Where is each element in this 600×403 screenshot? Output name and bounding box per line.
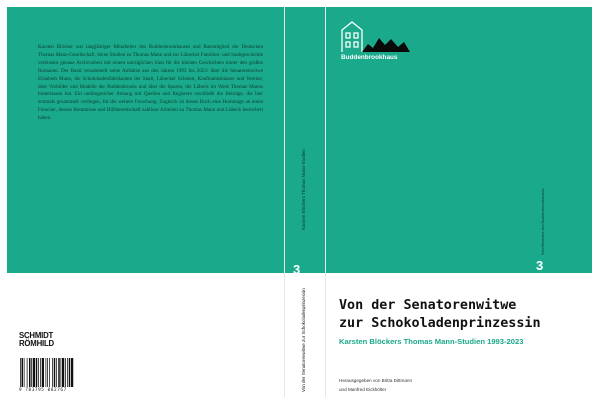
book-subtitle: Karsten Blöckers Thomas Mann-Studien 1993-2023 bbox=[339, 337, 524, 346]
book-title: Von der Senatorenwitwe zur Schokoladenprinzessin bbox=[339, 298, 541, 331]
editors-credit: Herausgegeben von Britta Dittmann und Manfred Eickhölter bbox=[339, 378, 413, 392]
spine-series-text: Karsten Blöckers Thomas Mann-Studien bbox=[301, 149, 306, 230]
fold-line-left bbox=[284, 7, 285, 397]
logo-wordmark: Buddenbrookhaus bbox=[341, 54, 398, 61]
spine-title-text: Von der Senatorenwitwe zur Schokoladenprinzessin bbox=[301, 288, 306, 392]
spine-panel bbox=[285, 7, 325, 273]
isbn-digits: 9 783795 082767 bbox=[19, 388, 67, 393]
front-volume-number: 3 bbox=[536, 258, 544, 273]
front-series-text: Schriftenreihe des Buddenbrookhauses bbox=[541, 188, 545, 255]
spine-volume-number: 3 bbox=[293, 262, 301, 277]
fold-line-right bbox=[325, 7, 326, 397]
buddenbrookhaus-logo-icon bbox=[338, 20, 418, 70]
barcode-icon bbox=[19, 358, 97, 389]
publisher-name: SCHMIDT RÖMHILD bbox=[19, 331, 54, 348]
publisher-logo bbox=[19, 332, 53, 348]
back-cover-blurb: Karsten Blöcker war langjähriger Mitarbeiter des Buddenbrookhauses und Ratsmitglied der Deutschen Thomas Mann-Gesellschaft. Seine Studien zu Thomas Mann und zur Lübecker Familien- und Stadtgeschichte verbinden genaue Archivarbeit mit einem untrüglichen Sinn für die kleinen Geschichten hinter den großen Romanen. Der Band versammelt seine Aufsätze aus den Jahren 1993 bis 2023: über die Senatorenwitwe Elisabeth Mann, die Schokoladenfabrikanten der Stadt, Lübecker Schulen, Kaufmannshäuser und Vereine, über Vorbilder und Modelle der Buddenbrooks und über die Spuren, die Lübeck im Werk Thomas Manns hinterlassen hat. Ein umfangreicher Anhang mit Quellen und Registern erschließt die Beiträge, die hier erstmals gesammelt vorliegen, für die weitere Forschung. Zugleich ist dieses Buch eine Hommage an einen Forscher, dessen Kenntnisse und Hilfsbereitschaft zahllose Arbeiten zu Thomas Mann und Lübeck bereichert haben. bbox=[38, 44, 263, 122]
